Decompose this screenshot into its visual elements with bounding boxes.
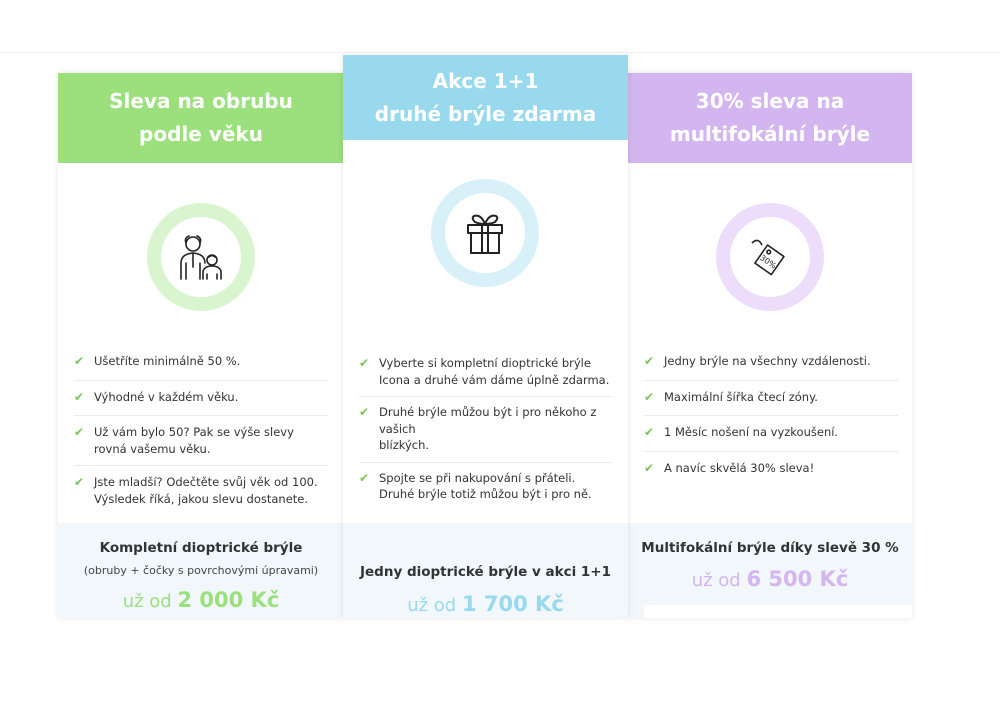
- feature-list: [359, 353, 613, 511]
- check-icon: ✔: [644, 460, 655, 475]
- price-label: [58, 588, 344, 612]
- check-icon: ✔: [74, 354, 85, 368]
- check-icon: ✔: [644, 389, 655, 404]
- footer-title: Kompletní dioptrické brýle: [99, 540, 303, 556]
- grandfather-child-icon: [176, 233, 226, 281]
- price-amount: 2 000 Kč: [177, 588, 280, 612]
- check-icon: ✔: [644, 425, 655, 439]
- top-divider: [0, 52, 1000, 53]
- feature-item: ✔ Vyberte si kompletní dioptrické brýle Icona a druhé vám dáme úplně zdarma.: [359, 353, 613, 397]
- footer-subtitle: (obruby + čočky s povrchovými úpravami): [83, 564, 319, 577]
- check-icon: ✔: [359, 356, 370, 370]
- price-label: [343, 592, 628, 616]
- feature-list: [74, 351, 328, 515]
- icon-ring: [147, 203, 255, 311]
- feature-item: ✔ Výhodné v každém věku.: [74, 381, 328, 417]
- card-title-line1: Sleva na obrubu: [109, 89, 293, 113]
- offer-card-age-discount: [58, 73, 344, 618]
- feature-item: ✔ 1 Měsíc nošení na vyzkoušení.: [644, 416, 898, 452]
- feature-item: ✔ A navíc skvělá 30% sleva!: [644, 460, 815, 475]
- offer-card-multifocal: [628, 73, 912, 618]
- price-prefix: už od: [691, 570, 741, 591]
- check-icon: ✔: [74, 425, 85, 439]
- card-title-line2: podle věku: [139, 122, 263, 146]
- card-header: [628, 73, 912, 163]
- card-title-line1: 30% sleva na: [695, 89, 845, 113]
- feature-item: ✔ Spojte se při nakupování s přáteli. Druhé brýle totiž můžou být i pro ně.: [359, 470, 592, 501]
- feature-item: ✔ Druhé brýle můžou být i pro někoho z vašich blízkých.: [359, 397, 613, 463]
- footer-title: Multifokální brýle díky slevě 30 %: [641, 540, 899, 556]
- check-icon: ✔: [74, 389, 85, 404]
- icon-ring: [716, 203, 824, 311]
- offer-card-one-plus-one: [343, 55, 628, 618]
- check-icon: ✔: [644, 354, 655, 368]
- card-header: [343, 55, 628, 140]
- price-prefix: už od: [122, 591, 172, 612]
- icon-ring: [431, 179, 539, 287]
- gift-icon: [465, 211, 505, 255]
- feature-list: [644, 351, 898, 486]
- check-icon: ✔: [359, 470, 370, 485]
- card-title-line2: druhé brýle zdarma: [374, 101, 597, 126]
- card-title-line2: multifokální brýle: [669, 122, 871, 146]
- feature-item: ✔ Maximální šířka čtecí zóny.: [644, 381, 898, 417]
- check-icon: ✔: [359, 405, 370, 419]
- price-amount: 1 700 Kč: [461, 592, 564, 616]
- check-icon: ✔: [74, 475, 85, 489]
- price-tag-30-icon: [748, 235, 792, 279]
- price-label: [628, 567, 912, 591]
- price-amount: 6 500 Kč: [746, 567, 849, 591]
- feature-item: ✔ Ušetříte minimálně 50 %.: [74, 351, 328, 381]
- footer-title: Jedny dioptrické brýle v akci 1+1: [359, 564, 611, 580]
- feature-item: ✔ Už vám bylo 50? Pak se výše slevy rovná vašemu věku.: [74, 416, 328, 466]
- feature-item: ✔ Jedny brýle na všechny vzdálenosti.: [644, 351, 898, 381]
- card-title-line1: Akce 1+1: [432, 68, 539, 93]
- feature-item: ✔ Jste mladší? Odečtěte svůj věk od 100. Výsledek říká, jakou slevu dostanete.: [74, 475, 318, 506]
- svg-text:30%: 30%: [758, 253, 778, 271]
- footer-white-patch: [644, 605, 912, 618]
- price-prefix: už od: [407, 595, 457, 616]
- card-header: [58, 73, 344, 163]
